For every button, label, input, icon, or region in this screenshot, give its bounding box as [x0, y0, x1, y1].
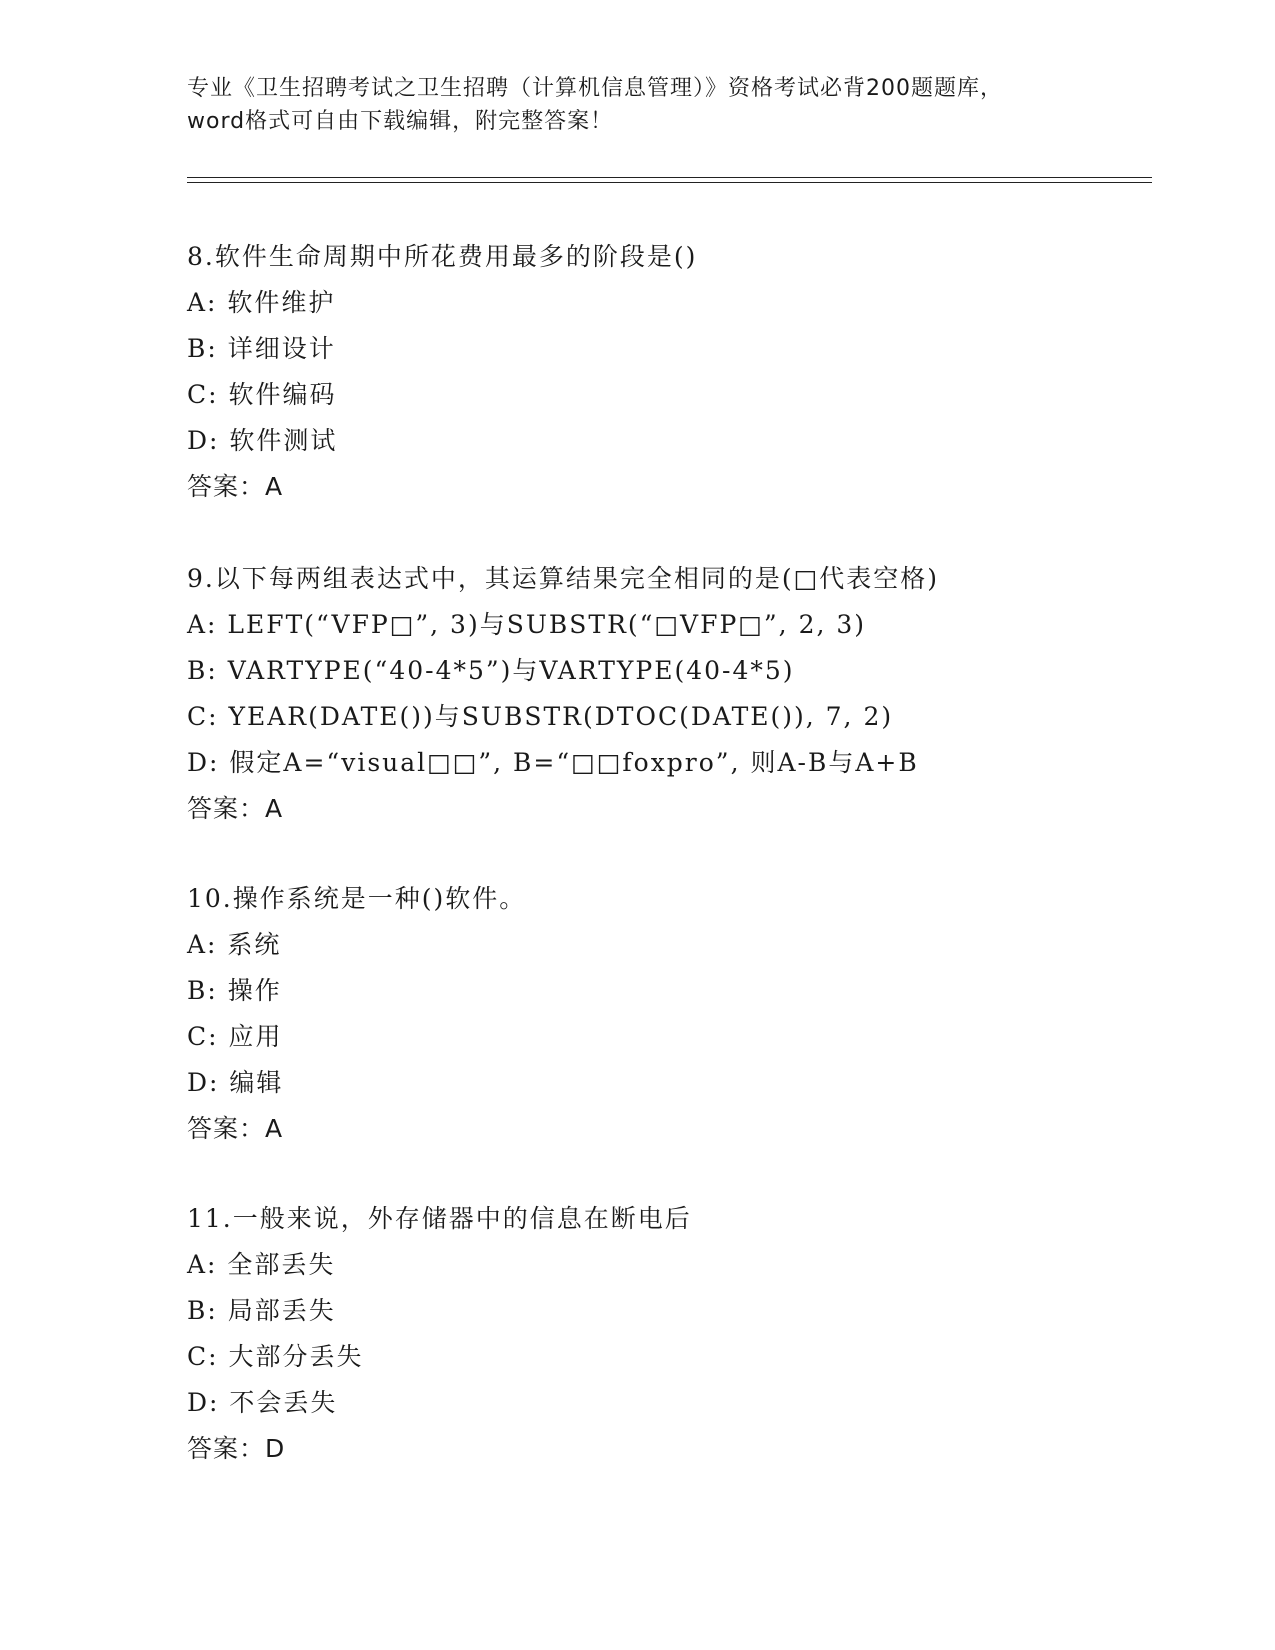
- option-b: B: VARTYPE(“40-4*5”)与VARTYPE(40-4*5): [187, 656, 795, 685]
- option-c: C: 软件编码: [187, 380, 337, 409]
- question-9: [187, 556, 1187, 832]
- header-divider-top: [187, 177, 1152, 178]
- option-b: B: 操作: [187, 976, 282, 1005]
- document-header: [187, 72, 1087, 138]
- option-c: C: YEAR(DATE())与SUBSTR(DTOC(DATE()), 7, 2): [187, 702, 894, 731]
- header-line-1: 专业《卫生招聘考试之卫生招聘（计算机信息管理）》资格考试必背200题题库，: [187, 76, 1003, 101]
- question-11: [187, 1196, 1187, 1472]
- answer-line: 答案：A: [187, 472, 284, 501]
- question-stem: 10.操作系统是一种()软件。: [187, 884, 527, 913]
- option-d: D: 不会丢失: [187, 1388, 338, 1417]
- option-a: A: 软件维护: [187, 288, 336, 317]
- option-b: B: 局部丢失: [187, 1296, 336, 1325]
- question-stem: 8.软件生命周期中所花费用最多的阶段是(): [187, 242, 698, 271]
- header-divider-bottom: [187, 182, 1152, 183]
- question-8: [187, 234, 1187, 510]
- option-c: C: 大部分丢失: [187, 1342, 364, 1371]
- header-line-2: word格式可自由下载编辑，附完整答案！: [187, 109, 614, 134]
- answer-line: 答案：A: [187, 794, 284, 823]
- option-a: A: 系统: [187, 930, 282, 959]
- answer-line: 答案：D: [187, 1434, 286, 1463]
- option-d: D: 编辑: [187, 1068, 284, 1097]
- question-10: [187, 876, 1187, 1152]
- option-b: B: 详细设计: [187, 334, 336, 363]
- option-d: D: 假定A=“visual□□”, B=“□□foxpro”, 则A-B与A+B: [187, 748, 919, 777]
- option-d: D: 软件测试: [187, 426, 338, 455]
- answer-line: 答案：A: [187, 1114, 284, 1143]
- option-c: C: 应用: [187, 1022, 283, 1051]
- question-stem: 9.以下每两组表达式中，其运算结果完全相同的是(□代表空格): [187, 564, 939, 593]
- question-stem: 11.一般来说，外存储器中的信息在断电后: [187, 1204, 692, 1233]
- option-a: A: LEFT(“VFP□”, 3)与SUBSTR(“□VFP□”, 2, 3): [187, 610, 867, 639]
- option-a: A: 全部丢失: [187, 1250, 336, 1279]
